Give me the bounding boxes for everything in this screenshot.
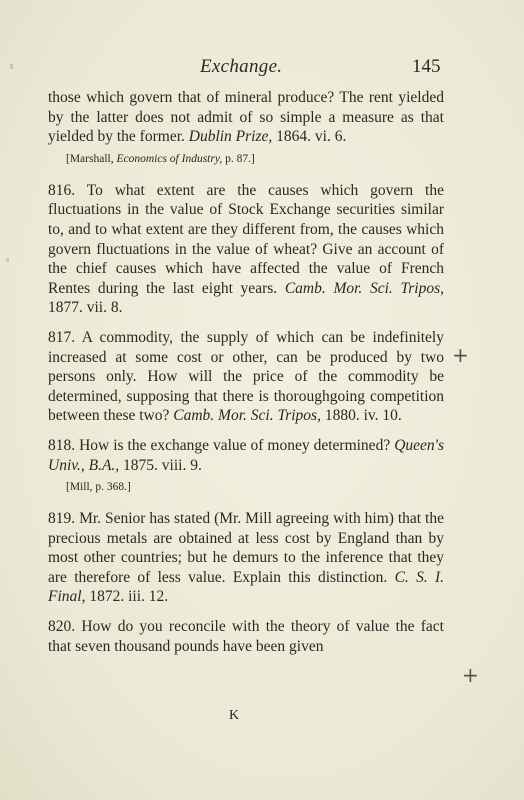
citation-text: Camb. Mor. Sci. Tripos, [284, 279, 444, 297]
question-820 [48, 617, 444, 656]
body-text: [Marshall, [66, 152, 117, 165]
signature-mark: K [229, 708, 240, 723]
question-816 [48, 181, 444, 318]
question-819 [48, 509, 444, 607]
body-text: 1880. iv. 10. [320, 407, 402, 425]
page-body [48, 88, 444, 656]
page-number: 145 [412, 56, 441, 77]
citation-text: Queen's Univ., B.A., [48, 436, 444, 474]
body-text: those which govern that of mineral produce? The rent yielded by the latter does not admit of so simple a measure as that yielded by the former. [48, 89, 444, 146]
reference-mill [66, 479, 444, 495]
citation-text: C. S. I. Final, [48, 568, 444, 606]
body-text: 1872. iii. 12. [85, 588, 169, 606]
question-817 [48, 328, 444, 426]
pencil-cross-mark: + [452, 343, 469, 367]
page-header [0, 56, 524, 80]
running-head: Exchange. [200, 56, 283, 77]
body-text: p. 87.] [222, 152, 255, 165]
body-text: 1877. vii. 8. [48, 299, 123, 317]
body-text: 817. A commodity, the supply of which can be indefinitely increased at some cost or other, can be produced by two persons only. How will the price of the commodity be determined, supposing that there is thoroughgoing competition between these two? [48, 328, 444, 425]
reference-marshall [66, 151, 444, 167]
citation-text: Dublin Prize, [188, 128, 273, 146]
body-text: 1864. vi. 6. [272, 128, 347, 146]
citation-text: Camb. Mor. Sci. Tripos, [173, 407, 321, 425]
citation-text: Economics of Industry, [116, 152, 223, 165]
body-text: 819. Mr. Senior has stated (Mr. Mill agreeing with him) that the precious metals are obtained at less cost by England than by most other countries; but he demurs to the inference that they are therefore of less value. Explain this distinction. [48, 510, 444, 586]
body-text: 1875. viii. 9. [119, 456, 202, 474]
body-text: 816. To what extent are the causes which govern the fluctuations in the value of Stock Exchange securities similar to, and to what extent are they different from, the causes which govern fluctuations in the value of wheat? Give an account of the chief causes which have affected the value of French Rentes during the last eight years. [48, 181, 444, 297]
body-text: [Mill, p. 368.] [66, 481, 131, 494]
paragraph-continued [48, 88, 444, 147]
question-818 [48, 436, 444, 475]
pencil-cross-mark: + [462, 663, 479, 687]
body-text: 818. How is the exchange value of money determined? [48, 436, 395, 454]
paper-speck [6, 258, 9, 262]
body-text: 820. How do you reconcile with the theory of value the fact that seven thousand pounds have been given [48, 618, 444, 655]
